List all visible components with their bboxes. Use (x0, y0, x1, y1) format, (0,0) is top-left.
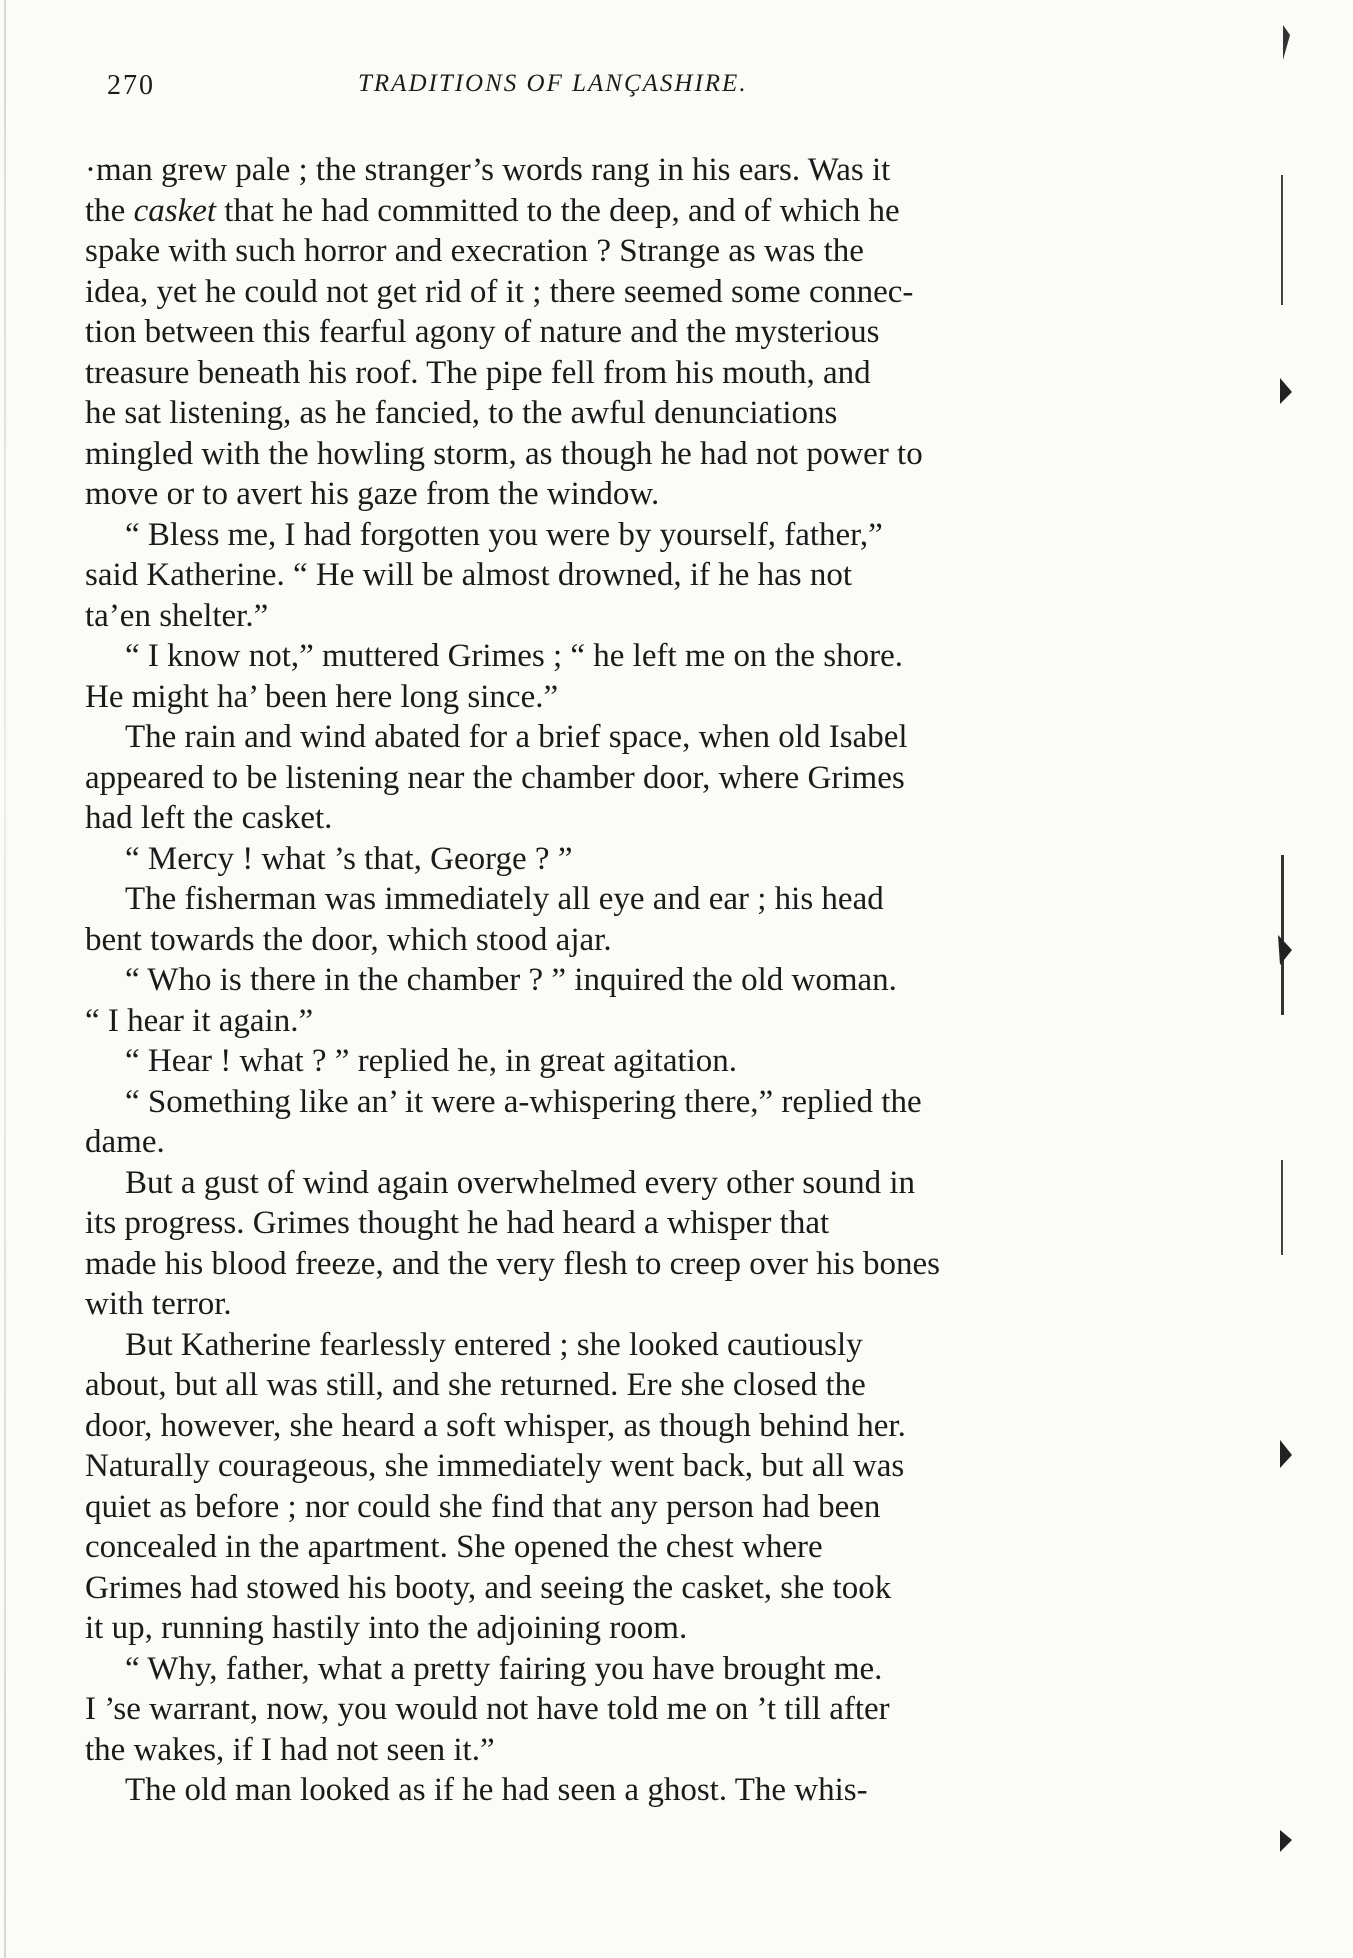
text-line: said Katherine. “ He will be almost drowned, if he has not (85, 557, 853, 593)
scan-edge (4, 0, 6, 1958)
text-line: made his blood freeze, and the very flesh to creep over his bones (85, 1245, 940, 1282)
text-line: appeared to be listening near the chamber door, where Grimes (85, 759, 905, 796)
text-line: about, but all was still, and she returned. Ere she closed the (85, 1367, 866, 1403)
text-line: The rain and wind abated for a brief space, when old Isabel (125, 719, 908, 755)
text-line: dame. (85, 1124, 165, 1160)
text-line: the casket that he had committed to the deep, and of which he (85, 192, 900, 229)
text-line: But Katherine fearlessly entered ; she looked cautiously (125, 1326, 863, 1363)
margin-marks (1250, 0, 1330, 1958)
page-number: 270 (107, 70, 155, 101)
text-line: with terror. (85, 1286, 232, 1322)
text-line: ·man grew pale ; the stranger’s words rang in his ears. Was it (85, 152, 891, 188)
text-line: he sat listening, as he fancied, to the awful denunciations (85, 395, 838, 431)
page-header (85, 62, 1125, 118)
running-title: TRADITIONS OF LANÇASHIRE. (358, 70, 748, 97)
text-line: move or to avert his gaze from the window. (85, 476, 660, 512)
text-line: “ Why, father, what a pretty fairing you have brought me. (125, 1650, 883, 1687)
text-line: the wakes, if I had not seen it.” (85, 1731, 495, 1768)
text-line: concealed in the apartment. She opened the chest where (85, 1529, 823, 1565)
text-line: I ’se warrant, now, you would not have told me on ’t till after (85, 1691, 890, 1727)
text-line: idea, yet he could not get rid of it ; there seemed some connec- (85, 273, 914, 310)
book-page (85, 62, 1125, 1808)
text-line: treasure beneath his roof. The pipe fell from his mouth, and (85, 354, 871, 391)
text-line: quiet as before ; nor could she find that any person had been (85, 1488, 881, 1525)
text-line: bent towards the door, which stood ajar. (85, 921, 612, 958)
text-line: it up, running hastily into the adjoining room. (85, 1610, 688, 1646)
text-line: The old man looked as if he had seen a ghost. The whis- (125, 1772, 868, 1808)
text-line: The fisherman was immediately all eye and ear ; his head (125, 881, 884, 917)
text-line: “ Something like an’ it were a-whispering there,” replied the (125, 1083, 922, 1120)
text-line: spake with such horror and execration ? Strange as was the (85, 233, 864, 269)
text-line: “ I hear it again.” (85, 1002, 314, 1039)
text-line: “ Mercy ! what ’s that, George ? ” (125, 840, 573, 877)
text-line: door, however, she heard a soft whisper, as though behind her. (85, 1407, 906, 1444)
text-line: “ I know not,” muttered Grimes ; “ he left me on the shore. (125, 638, 904, 674)
text-line: But a gust of wind again overwhelmed every other sound in (125, 1164, 915, 1201)
text-line: Naturally courageous, she immediately went back, but all was (85, 1448, 905, 1484)
text-line: had left the casket. (85, 800, 333, 836)
text-line: its progress. Grimes thought he had heard a whisper that (85, 1205, 830, 1241)
text-line: Grimes had stowed his booty, and seeing the casket, she took (85, 1569, 892, 1606)
text-line: He might ha’ been here long since.” (85, 678, 559, 715)
text-line: “ Bless me, I had forgotten you were by yourself, father,” (125, 516, 883, 553)
text-line: ta’en shelter.” (85, 597, 269, 634)
text-line: “ Hear ! what ? ” replied he, in great agitation. (125, 1043, 738, 1079)
text-line: tion between this fearful agony of nature and the mysterious (85, 314, 880, 350)
text-line: “ Who is there in the chamber ? ” inquired the old woman. (125, 962, 897, 998)
text-line: mingled with the howling storm, as though he had not power to (85, 435, 923, 472)
